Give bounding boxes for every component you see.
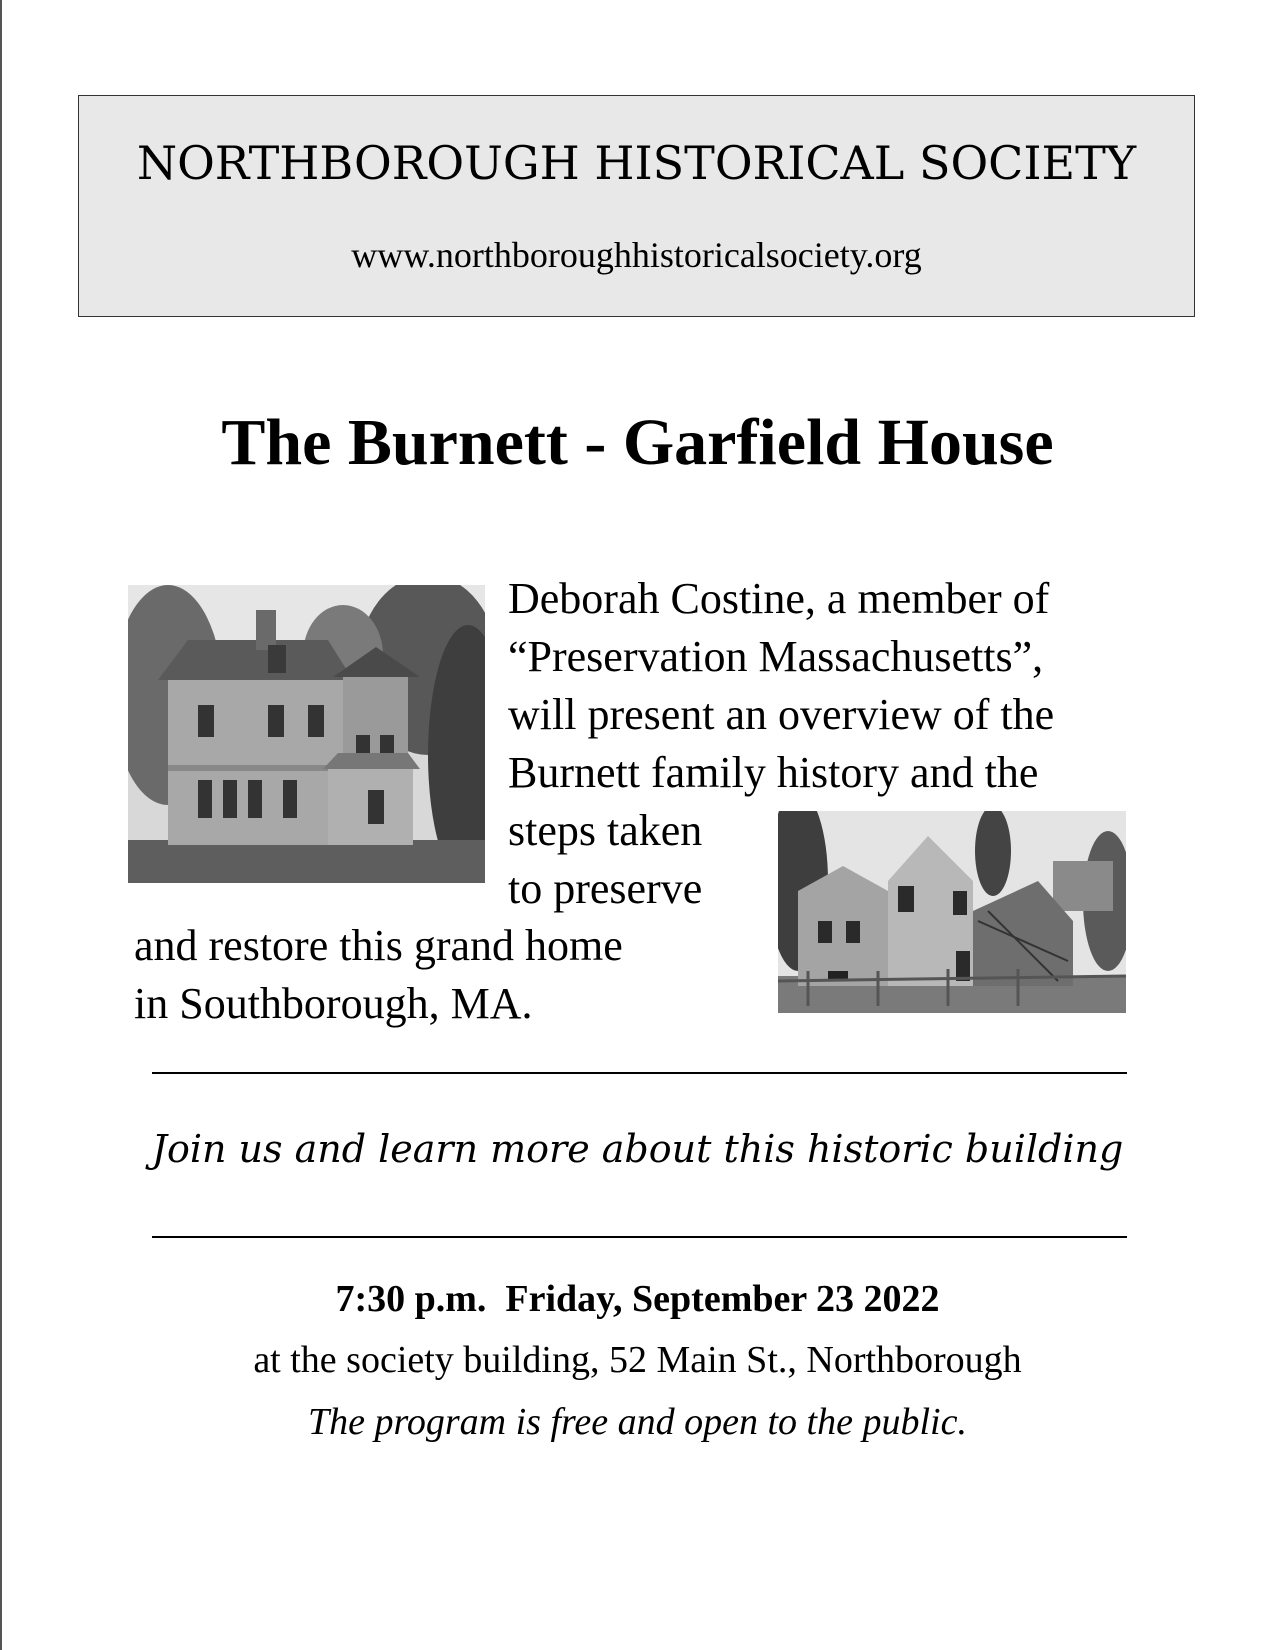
ruin-photo [778,811,1126,1013]
description-line: steps taken [508,806,703,855]
header-box [78,95,1195,317]
description-line: Burnett family history and the [508,748,1039,797]
house-photo [128,585,485,883]
description-line: will present an overview of the [508,690,1055,739]
event-location: at the society building, 52 Main St., Northborough [253,1339,1022,1381]
description-line: to preserve [508,864,703,913]
page-title: The Burnett - Garfield House [221,406,1054,479]
divider [152,1236,1127,1238]
organization-url[interactable]: www.northboroughhistoricalsociety.org [351,235,922,275]
description-line: “Preservation Massachusetts”, [508,632,1044,681]
event-note: The program is free and open to the public. [308,1401,967,1443]
description-line: and restore this grand home [134,921,623,970]
event-time: 7:30 p.m. Friday, September 23 2022 [335,1278,940,1320]
divider [152,1072,1127,1074]
description-line: Deborah Costine, a member of [508,574,1050,623]
organization-name: NORTHBOROUGH HISTORICAL SOCIETY [136,136,1137,190]
description-line: in Southborough, MA. [134,979,533,1028]
tagline: Join us and learn more about this historic building [151,1127,1124,1171]
